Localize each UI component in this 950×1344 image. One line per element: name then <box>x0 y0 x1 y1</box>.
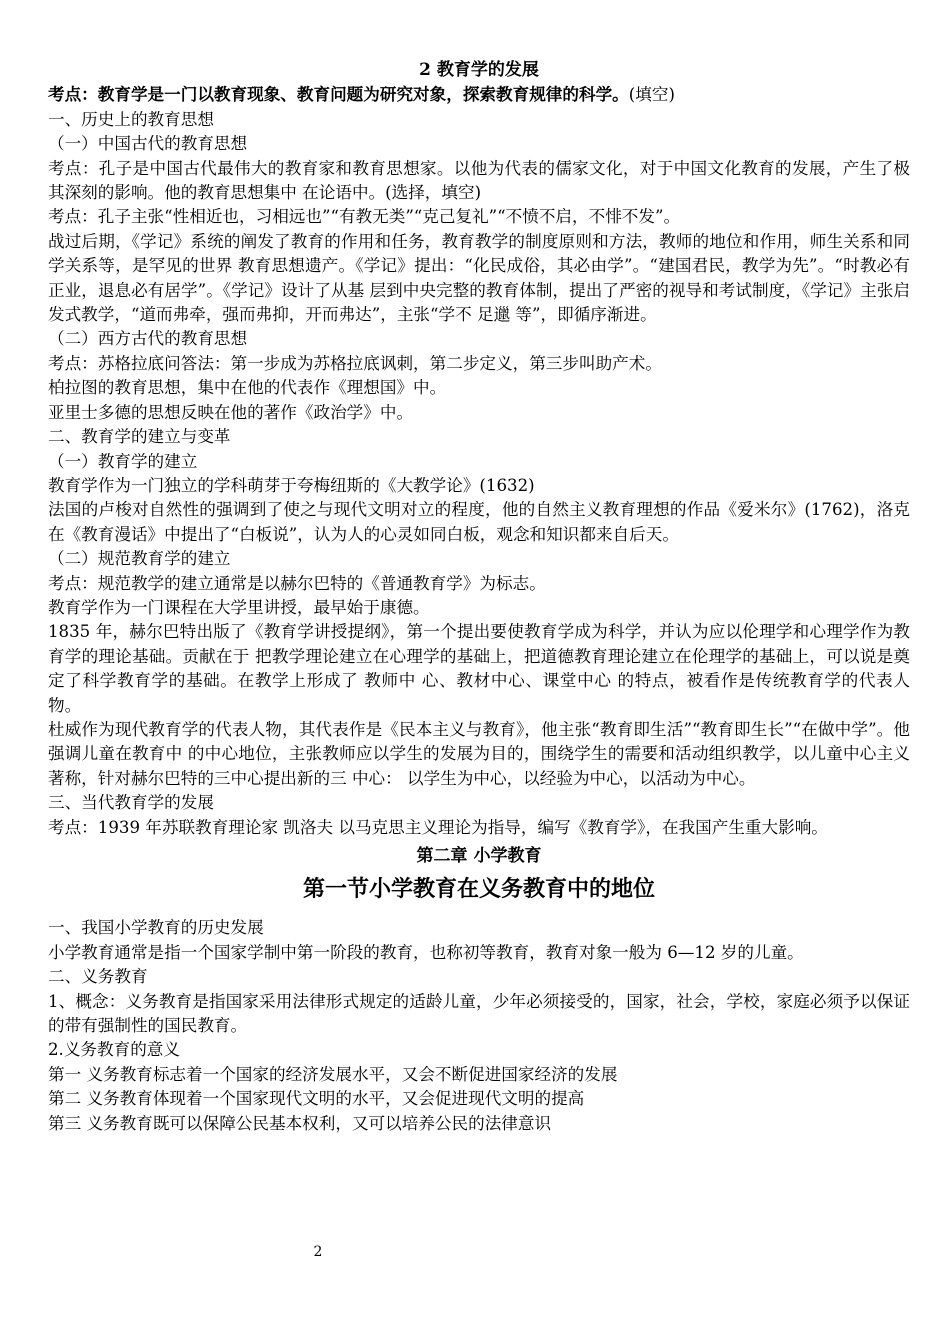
paragraph: 考点：苏格拉底问答法：第一步成为苏格拉底讽刺，第二步定义，第三步叫助产术。 <box>48 353 662 373</box>
paragraph: 考点：孔子是中国古代最伟大的教育家和教育思想家。以他为代表的儒家文化，对于中国文化教育的发展，产生了极其深刻的影响。他的教育思想集中 在论语中。(选择，填空) <box>48 158 910 203</box>
paragraph: 二、义务教育 <box>48 967 148 987</box>
paragraph: 2.义务教育的意义 <box>48 1040 180 1060</box>
paragraph: 教育学作为一门独立的学科萌芽于夸梅纽斯的《大教学论》(1632) <box>48 475 535 495</box>
paragraph: 一、历史上的教育思想 <box>48 109 214 129</box>
kaodian-definition <box>48 82 910 107</box>
kaodian-note: (填空) <box>628 85 675 105</box>
kaodian-label: 考点： <box>48 84 98 105</box>
paragraph: 考点：规范教学的建立通常是以赫尔巴特的《普通教育学》为标志。 <box>48 573 546 593</box>
paragraph: （一）中国古代的教育思想 <box>48 134 248 154</box>
paragraph: 二、教育学的建立与变革 <box>48 427 231 447</box>
paragraph: 小学教育通常是指一个国家学制中第一阶段的教育，也称初等教育，教育对象一般为 6—12 岁的儿童。 <box>48 942 804 962</box>
paragraph: （二）规范教育学的建立 <box>48 549 231 569</box>
paragraph: （一）教育学的建立 <box>48 451 198 471</box>
paragraph: 三、当代教育学的发展 <box>48 793 214 813</box>
kaodian-bold-text: 教育学是一门以教育现象、教育问题为研究对象，探索教育规律的科学。 <box>97 84 629 105</box>
paragraph: 考点：1939 年苏联教育理论家 凯洛夫 以马克思主义理论为指导，编写《教育学》，在我国产生重大影响。 <box>48 817 828 837</box>
page-number: 2 <box>313 1244 323 1260</box>
paragraph: 考点：孔子主张“性相近也，习相远也”“有教无类”“克己复礼”“不愤不启，不悱不发”。 <box>48 207 681 227</box>
paragraph: 1、概念：义务教育是指国家采用法律形式规定的适龄儿童，少年必须接受的，国家，社会，学校，家庭必须予以保证的带有强制性的国民教育。 <box>48 991 910 1036</box>
doc-title: 2 教育学的发展 <box>419 60 539 80</box>
paragraph: 第一 义务教育标志着一个国家的经济发展水平，又会不断促进国家经济的发展 <box>48 1064 618 1084</box>
paragraph: 1835 年，赫尔巴特出版了《教育学讲授提纲》，第一个提出要使教育学成为科学，并认为应以伦理学和心理学作为教育学的理论基础。贡献在于 把教学理论建立在心理学的基础上，把道德教育理论建立在伦理学的基础上，可以说是奠定了科学教育学的基础。在教学上形成了 教师中 心、教材中心、课堂中心 的特点，被看作是传统教育学的代表人物。 <box>48 622 910 715</box>
paragraph: 亚里士多德的思想反映在他的著作《政治学》中。 <box>48 402 414 422</box>
paragraph: 第二 义务教育体现着一个国家现代文明的水平，又会促进现代文明的提高 <box>48 1089 585 1109</box>
chapter-title: 第二章 小学教育 <box>416 846 542 866</box>
paragraph: 一、我国小学教育的历史发展 <box>48 918 264 938</box>
paragraph: 杜威作为现代教育学的代表人物，其代表作是《民本主义与教育》，他主张“教育即生活”“教育即生长”“在做中学”。他强调儿童在教育中 的中心地位，主张教师应以学生的发展为目的，围绕学生的需要和活动组织教学，以儿童中心主义著称，针对赫尔巴特的三中心提出新的三 中心： 以学生为中心，以经验为中心，以活动为中心。 <box>48 719 910 788</box>
paragraph: 教育学作为一门课程在大学里讲授，最早始于康德。 <box>48 597 430 617</box>
paragraph: 柏拉图的教育思想，集中在他的代表作《理想国》中。 <box>48 378 447 398</box>
paragraph: 第三 义务教育既可以保障公民基本权利，又可以培养公民的法律意识 <box>48 1113 552 1133</box>
paragraph: （二）西方古代的教育思想 <box>48 329 248 349</box>
document-page <box>48 58 910 1136</box>
paragraph: 战过后期，《学记》系统的阐发了教育的作用和任务，教育教学的制度原则和方法，教师的地位和作用，师生关系和同学关系等，是罕见的世界 教育思想遗产。《学记》提出：“化民成俗，其必由学”。“建国君民，教学为先”。“时教必有正业，退息必有居学”。《学记》设计了从基 层到中央完整的教育体制，提出了严密的视导和考试制度，《学记》主张启发式教学，“道而弗牵，强而弗抑，开而弗达”，主张“学不 足邋 等”，即循序渐进。 <box>48 231 910 325</box>
paragraph: 法国的卢梭对自然性的强调到了使之与现代文明对立的程度，他的自然主义教育理想的作品《爱米尔》(1762)，洛克在《教育漫话》中提出了“白板说”，认为人的心灵如同白板，观念和知识都来自后天。 <box>48 500 910 544</box>
section-title: 第一节小学教育在义务教育中的地位 <box>302 876 655 903</box>
